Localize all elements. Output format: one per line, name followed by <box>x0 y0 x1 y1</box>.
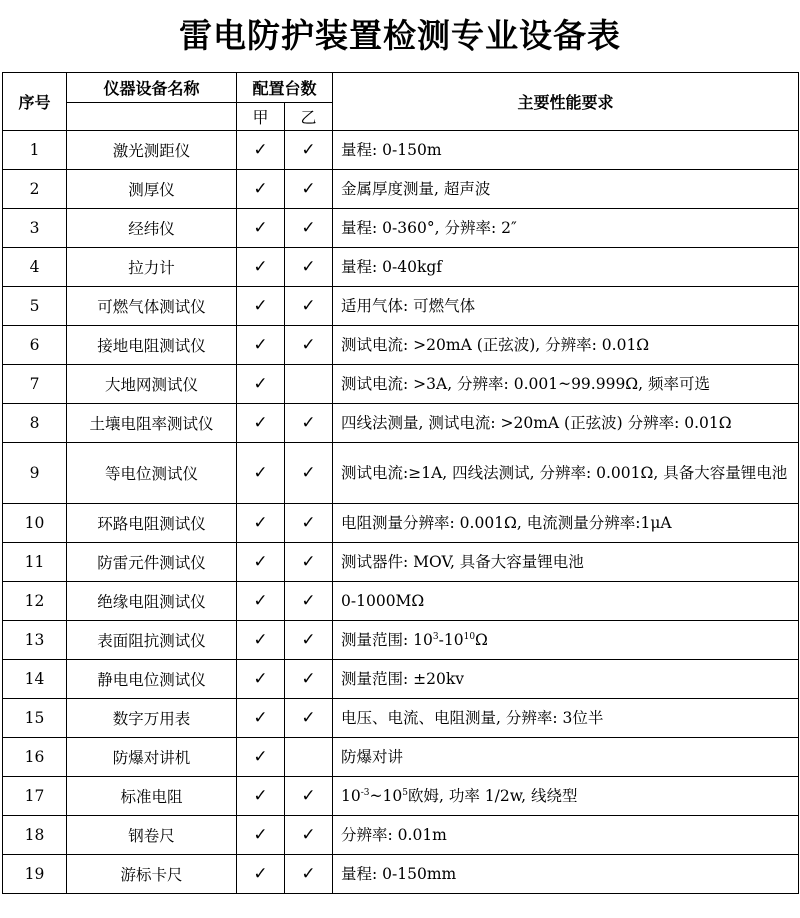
check-jia <box>237 582 285 621</box>
header-jia: 甲 <box>237 103 285 131</box>
requirement-text: 量程: 0-150m <box>333 131 799 170</box>
check-jia <box>237 777 285 816</box>
check-jia <box>237 287 285 326</box>
table-row <box>3 170 799 209</box>
equipment-name: 环路电阻测试仪 <box>67 504 237 543</box>
equipment-name: 土壤电阻率测试仪 <box>67 404 237 443</box>
equipment-name: 绝缘电阻测试仪 <box>67 582 237 621</box>
check-mark-icon: ✓ <box>253 825 268 845</box>
check-mark-icon: ✓ <box>301 218 316 238</box>
check-mark-icon: ✓ <box>253 335 268 355</box>
check-mark-icon: ✓ <box>253 747 268 767</box>
check-jia <box>237 170 285 209</box>
equipment-name: 静电电位测试仪 <box>67 660 237 699</box>
requirement-text <box>333 777 799 816</box>
check-jia <box>237 365 285 404</box>
table-row <box>3 621 799 660</box>
requirement-text: 四线法测量, 测试电流: >20mA (正弦波) 分辨率: 0.01Ω <box>333 404 799 443</box>
check-jia <box>237 816 285 855</box>
exponent: -3 <box>360 788 370 798</box>
requirement-part: 欧姆, 功率 1/2w, 线绕型 <box>407 787 578 805</box>
check-mark-icon: ✓ <box>253 786 268 806</box>
requirement-part: Ω <box>475 631 488 649</box>
requirement-text: 电阻测量分辨率: 0.001Ω, 电流测量分辨率:1μA <box>333 504 799 543</box>
equipment-name: 测厚仪 <box>67 170 237 209</box>
check-mark-icon: ✓ <box>301 413 316 433</box>
equipment-name: 大地网测试仪 <box>67 365 237 404</box>
check-yi <box>285 543 333 582</box>
requirement-part: ~10 <box>369 787 403 805</box>
equipment-name: 游标卡尺 <box>67 855 237 894</box>
check-mark-icon: ✓ <box>301 179 316 199</box>
equipment-name: 防爆对讲机 <box>67 738 237 777</box>
row-number: 11 <box>3 543 67 582</box>
row-number: 5 <box>3 287 67 326</box>
check-yi <box>285 504 333 543</box>
check-yi <box>285 660 333 699</box>
check-mark-icon: ✓ <box>301 257 316 277</box>
equipment-name: 标准电阻 <box>67 777 237 816</box>
check-yi <box>285 404 333 443</box>
check-yi <box>285 326 333 365</box>
row-number: 2 <box>3 170 67 209</box>
table-row <box>3 404 799 443</box>
check-jia <box>237 543 285 582</box>
table-body <box>3 131 799 894</box>
equipment-name: 数字万用表 <box>67 699 237 738</box>
row-number: 4 <box>3 248 67 287</box>
check-yi <box>285 170 333 209</box>
table-row <box>3 365 799 404</box>
check-jia <box>237 621 285 660</box>
equipment-name: 等电位测试仪 <box>67 443 237 504</box>
check-mark-icon: ✓ <box>253 140 268 160</box>
row-number: 1 <box>3 131 67 170</box>
check-mark-icon: ✓ <box>253 513 268 533</box>
check-yi <box>285 443 333 504</box>
check-mark-icon: ✓ <box>301 825 316 845</box>
check-mark-icon: ✓ <box>301 669 316 689</box>
table-row <box>3 443 799 504</box>
header-seq: 序号 <box>3 73 67 131</box>
row-number: 16 <box>3 738 67 777</box>
check-mark-icon: ✓ <box>301 630 316 650</box>
row-number: 9 <box>3 443 67 504</box>
table-row <box>3 326 799 365</box>
exponent: 10 <box>463 632 476 642</box>
exponent: 5 <box>402 788 408 798</box>
check-yi <box>285 582 333 621</box>
row-number: 8 <box>3 404 67 443</box>
check-mark-icon: ✓ <box>301 463 316 483</box>
check-mark-icon: ✓ <box>253 257 268 277</box>
header-name-blank <box>67 103 237 131</box>
check-mark-icon: ✓ <box>301 335 316 355</box>
equipment-table <box>2 72 799 894</box>
check-jia <box>237 443 285 504</box>
check-yi <box>285 738 333 777</box>
check-yi <box>285 855 333 894</box>
header-count: 配置台数 <box>237 73 333 103</box>
requirement-text: 金属厚度测量, 超声波 <box>333 170 799 209</box>
check-mark-icon: ✓ <box>253 218 268 238</box>
requirement-text: 测量范围: ±20kv <box>333 660 799 699</box>
check-jia <box>237 855 285 894</box>
row-number: 15 <box>3 699 67 738</box>
requirement-part: 测量范围: 10 <box>341 631 433 649</box>
check-mark-icon: ✓ <box>253 552 268 572</box>
equipment-name: 拉力计 <box>67 248 237 287</box>
equipment-name: 可燃气体测试仪 <box>67 287 237 326</box>
equipment-name: 经纬仪 <box>67 209 237 248</box>
equipment-name: 激光测距仪 <box>67 131 237 170</box>
requirement-text: 防爆对讲 <box>333 738 799 777</box>
check-mark-icon: ✓ <box>253 708 268 728</box>
equipment-name: 表面阻抗测试仪 <box>67 621 237 660</box>
exponent: 3 <box>432 632 439 642</box>
requirement-text: 量程: 0-150mm <box>333 855 799 894</box>
check-yi <box>285 621 333 660</box>
check-mark-icon: ✓ <box>253 591 268 611</box>
check-mark-icon: ✓ <box>301 708 316 728</box>
check-mark-icon: ✓ <box>253 179 268 199</box>
table-row <box>3 504 799 543</box>
check-jia <box>237 248 285 287</box>
requirement-text: 量程: 0-40kgf <box>333 248 799 287</box>
table-row <box>3 209 799 248</box>
equipment-name: 接地电阻测试仪 <box>67 326 237 365</box>
table-row <box>3 287 799 326</box>
equipment-name: 防雷元件测试仪 <box>67 543 237 582</box>
table-row <box>3 855 799 894</box>
check-yi <box>285 287 333 326</box>
requirement-text: 电压、电流、电阻测量, 分辨率: 3位半 <box>333 699 799 738</box>
check-mark-icon: ✓ <box>253 630 268 650</box>
check-jia <box>237 699 285 738</box>
row-number: 14 <box>3 660 67 699</box>
check-mark-icon: ✓ <box>301 296 316 316</box>
requirement-text: 测试电流: >3A, 分辨率: 0.001~99.999Ω, 频率可选 <box>333 365 799 404</box>
row-number: 10 <box>3 504 67 543</box>
row-number: 17 <box>3 777 67 816</box>
requirement-text: 测试电流: >20mA (正弦波), 分辨率: 0.01Ω <box>333 326 799 365</box>
table-row <box>3 131 799 170</box>
row-number: 19 <box>3 855 67 894</box>
check-yi <box>285 365 333 404</box>
check-jia <box>237 131 285 170</box>
check-mark-icon: ✓ <box>253 296 268 316</box>
check-yi <box>285 131 333 170</box>
check-yi <box>285 699 333 738</box>
row-number: 3 <box>3 209 67 248</box>
table-row <box>3 699 799 738</box>
check-mark-icon: ✓ <box>301 864 316 884</box>
requirement-text: 量程: 0-360°, 分辨率: 2″ <box>333 209 799 248</box>
check-jia <box>237 738 285 777</box>
header-requirements: 主要性能要求 <box>333 73 799 131</box>
check-jia <box>237 504 285 543</box>
requirement-text: 测试电流:≥1A, 四线法测试, 分辨率: 0.001Ω, 具备大容量锂电池 <box>333 443 799 504</box>
requirement-text <box>333 621 799 660</box>
table-row <box>3 248 799 287</box>
row-number: 7 <box>3 365 67 404</box>
check-mark-icon: ✓ <box>253 374 268 394</box>
table-row <box>3 777 799 816</box>
header-name: 仪器设备名称 <box>67 73 237 103</box>
table-row <box>3 582 799 621</box>
check-mark-icon: ✓ <box>253 413 268 433</box>
row-number: 6 <box>3 326 67 365</box>
row-number: 12 <box>3 582 67 621</box>
requirement-part: 10 <box>341 787 361 805</box>
table-row <box>3 738 799 777</box>
page-title: 雷电防护装置检测专业设备表 <box>179 16 621 55</box>
check-yi <box>285 816 333 855</box>
requirement-text: 测试器件: MOV, 具备大容量锂电池 <box>333 543 799 582</box>
table-row <box>3 660 799 699</box>
requirement-text: 适用气体: 可燃气体 <box>333 287 799 326</box>
check-jia <box>237 404 285 443</box>
requirement-part: -10 <box>438 631 464 649</box>
table-row <box>3 543 799 582</box>
row-number: 13 <box>3 621 67 660</box>
check-jia <box>237 209 285 248</box>
check-mark-icon: ✓ <box>253 463 268 483</box>
requirement-text: 0-1000MΩ <box>333 582 799 621</box>
check-jia <box>237 660 285 699</box>
check-mark-icon: ✓ <box>253 669 268 689</box>
check-mark-icon: ✓ <box>301 140 316 160</box>
check-mark-icon: ✓ <box>301 552 316 572</box>
check-mark-icon: ✓ <box>301 513 316 533</box>
check-yi <box>285 248 333 287</box>
check-mark-icon: ✓ <box>301 591 316 611</box>
check-jia <box>237 326 285 365</box>
equipment-name: 钢卷尺 <box>67 816 237 855</box>
check-mark-icon: ✓ <box>253 864 268 884</box>
check-yi <box>285 209 333 248</box>
requirement-text: 分辨率: 0.01m <box>333 816 799 855</box>
row-number: 18 <box>3 816 67 855</box>
check-mark-icon: ✓ <box>301 786 316 806</box>
table-row <box>3 816 799 855</box>
check-yi <box>285 777 333 816</box>
header-yi: 乙 <box>285 103 333 131</box>
